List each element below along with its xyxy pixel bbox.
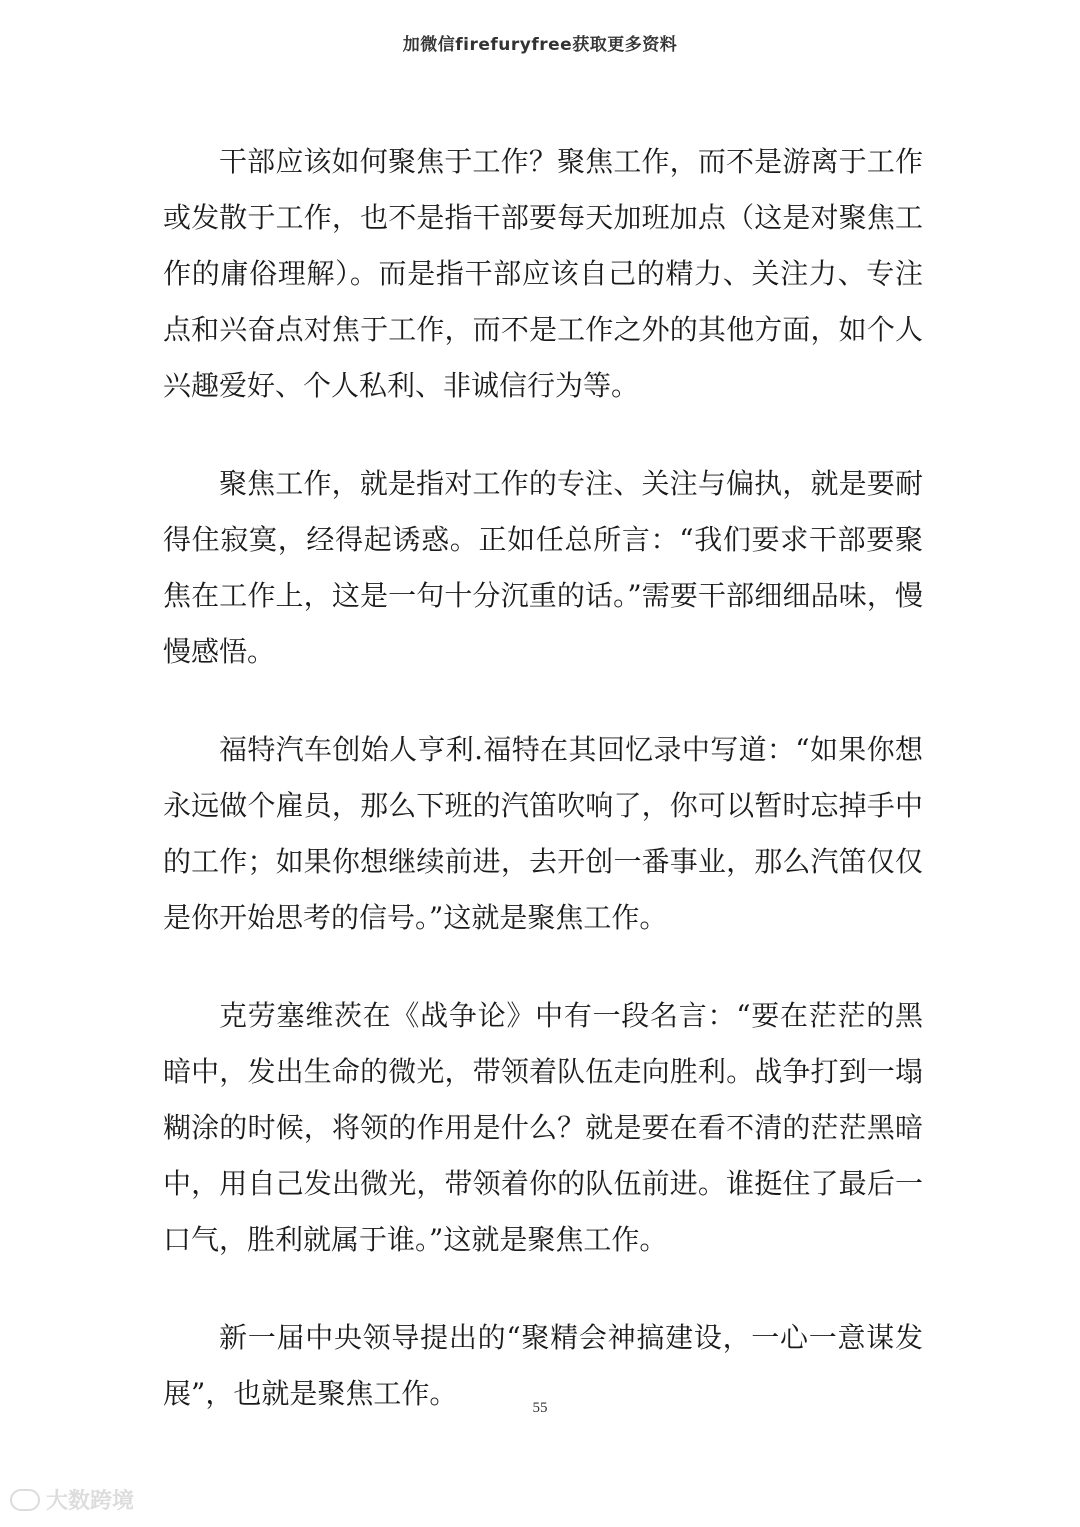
page-number: 55 bbox=[532, 1400, 548, 1416]
paragraph-1: 干部应该如何聚焦于工作？聚焦工作，而不是游离于工作或发散于工作，也不是指干部要每天加班加点（这是对聚焦工作的庸俗理解）。而是指干部应该自己的精力、关注力、专注点和兴奋点对焦于工作，而不是工作之外的其他方面，如个人兴趣爱好、个人私利、非诚信行为等。 bbox=[163, 145, 923, 402]
page-header: 加微信firefuryfree获取更多资料 bbox=[402, 35, 678, 55]
paragraph-5: 新一届中央领导提出的“聚精会神搞建设，一心一意谋发展”，也就是聚焦工作。 bbox=[163, 1321, 923, 1410]
watermark bbox=[10, 1484, 134, 1515]
paragraph-2: 聚焦工作，就是指对工作的专注、关注与偏执，就是要耐得住寂寞，经得起诱惑。正如任总所言：“我们要求干部要聚焦在工作上，这是一句十分沉重的话。”需要干部细细品味，慢慢感悟。 bbox=[163, 467, 923, 668]
paragraph-3: 福特汽车创始人亨利.福特在其回忆录中写道：“如果你想永远做个雇员，那么下班的汽笛吹响了，你可以暂时忘掉手中的工作；如果你想继续前进，去开创一番事业，那么汽笛仅仅是你开始思考的信号。”这就是聚焦工作。 bbox=[163, 733, 923, 934]
brand-logo-icon bbox=[10, 1489, 40, 1511]
document-body bbox=[163, 134, 923, 1464]
paragraph-4: 克劳塞维茨在《战争论》中有一段名言：“要在茫茫的黑暗中，发出生命的微光，带领着队伍走向胜利。战争打到一塌糊涂的时候，将领的作用是什么？就是要在看不清的茫茫黑暗中，用自己发出微光，带领着你的队伍前进。谁挺住了最后一口气，胜利就属于谁。”这就是聚焦工作。 bbox=[163, 999, 923, 1256]
watermark-text: 大数跨境 bbox=[46, 1489, 135, 1514]
